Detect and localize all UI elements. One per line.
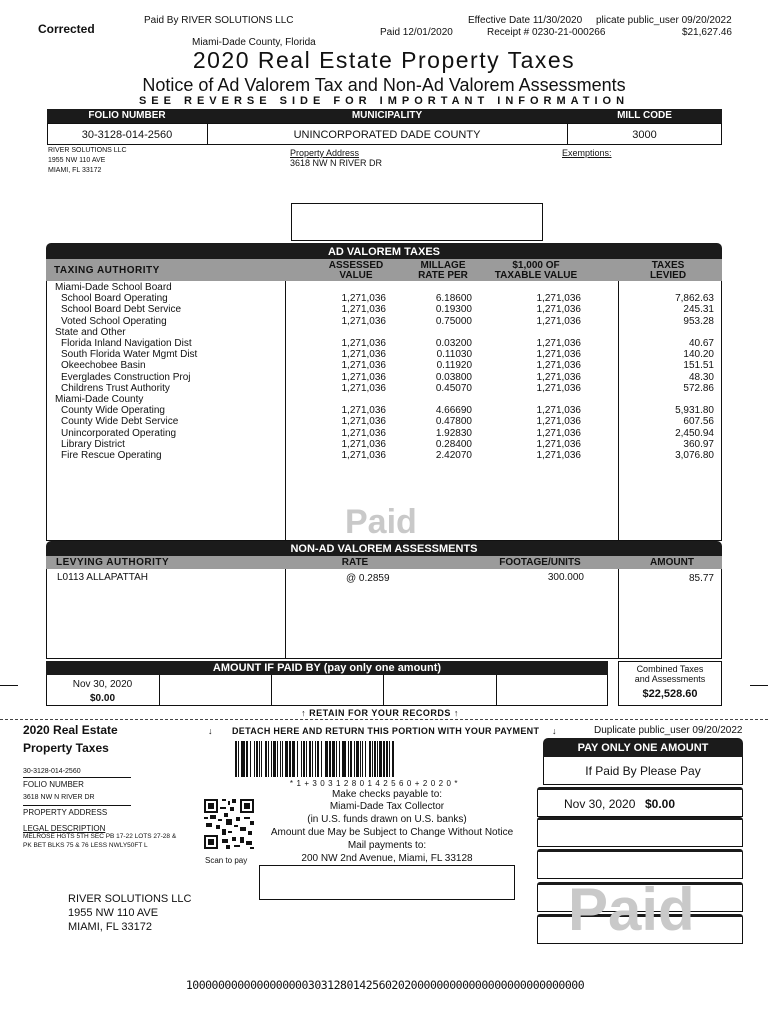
empty-box-top — [291, 203, 543, 241]
tax-row-levied: 5,931.80 — [675, 405, 714, 416]
non-ad-valorem-footage: 300.000 — [547, 572, 584, 583]
tax-row-levied: 572.86 — [683, 383, 714, 394]
county-label: Miami-Dade County, Florida — [192, 37, 316, 48]
make-checks-5: Mail payments to: — [347, 840, 427, 851]
pay-amount: $0.00 — [645, 797, 676, 811]
stub-prop-rule — [23, 805, 131, 806]
col-millage-1: MILLAGE — [420, 260, 466, 271]
tax-row-levied: 245.31 — [683, 304, 714, 315]
tax-row-millage: 0.03200 — [435, 338, 472, 349]
non-ad-valorem-name: L0113 ALLAPATTAH — [57, 572, 148, 583]
qr-code-icon[interactable] — [202, 797, 256, 851]
barcode-text: * 1 + 3 0 3 1 2 8 0 1 4 2 5 6 0 + 2 0 2 0 * — [289, 779, 459, 788]
tax-row-authority: Okeechobee Basin — [61, 360, 146, 371]
detach-note: DETACH HERE AND RETURN THIS PORTION WITH YOUR PAYMENT — [232, 726, 540, 736]
stub-folio-value: 30-3128-014-2560 — [23, 768, 81, 775]
tax-row-authority: South Florida Water Mgmt Dist — [61, 349, 198, 360]
col-footage: FOOTAGE/UNITS — [499, 557, 581, 568]
aip-div-4 — [496, 675, 497, 706]
tax-row-millage: 0.03800 — [435, 372, 472, 383]
tax-row-levied: 40.67 — [688, 338, 714, 349]
tax-row-millage: 2.42070 — [435, 450, 472, 461]
page-title: 2020 Real Estate Property Taxes — [192, 47, 576, 73]
tax-row-taxable: 1,271,036 — [536, 450, 581, 461]
tax-row-taxable: 1,271,036 — [536, 416, 581, 427]
folio-number-label: FOLIO NUMBER — [88, 110, 166, 121]
pay-date: Nov 30, 2020 — [564, 797, 636, 811]
stub-legal-label: LEGAL DESCRIPTION — [23, 824, 106, 833]
barcode-space — [394, 741, 395, 777]
paid-by: Paid By RIVER SOLUTIONS LLC — [144, 15, 294, 26]
make-checks-1: Make checks payable to: — [331, 789, 443, 800]
stub-owner-name: RIVER SOLUTIONS LLC — [68, 893, 192, 905]
tax-row-levied: 48.30 — [688, 372, 714, 383]
page-subtitle: Notice of Ad Valorem Tax and Non-Ad Valorem Assessments — [142, 75, 626, 95]
stub-duplicate: Duplicate public_user 09/20/2022 — [594, 725, 743, 736]
duplicate-top: plicate public_user 09/20/2022 — [596, 15, 732, 26]
left-tick — [0, 685, 18, 686]
tax-row-millage: 1.92830 — [435, 428, 472, 439]
col-taxes-1: TAXES — [651, 260, 685, 271]
tax-row-assessed: 1,271,036 — [341, 316, 386, 327]
tax-row-assessed: 1,271,036 — [341, 450, 386, 461]
tax-row-taxable: 1,271,036 — [536, 293, 581, 304]
tax-row-millage: 0.45070 — [435, 383, 472, 394]
tax-row-assessed: 1,271,036 — [341, 416, 386, 427]
tax-row-levied: 7,862.63 — [675, 293, 714, 304]
col-millage-2: RATE PER — [418, 270, 468, 281]
empty-box-bottom — [259, 865, 515, 900]
stub-title-2: Property Taxes — [23, 741, 109, 755]
tax-row-millage: 0.19300 — [435, 304, 472, 315]
owner-name: RIVER SOLUTIONS LLC — [48, 147, 127, 154]
non-ad-valorem-rate: @ 0.2859 — [346, 573, 390, 584]
detach-line — [0, 719, 768, 720]
tax-row-assessed: 1,271,036 — [341, 383, 386, 394]
tax-row-authority: County Wide Operating — [61, 405, 165, 416]
make-checks-2: Miami-Dade Tax Collector — [329, 801, 445, 812]
aip-div-1 — [159, 675, 160, 706]
tax-row-assessed: 1,271,036 — [341, 349, 386, 360]
nav-divider-2 — [618, 569, 619, 659]
col-rate: RATE — [341, 557, 369, 568]
tax-row-authority: Florida Inland Navigation Dist — [61, 338, 192, 349]
pay-row-2[interactable] — [537, 820, 743, 847]
tax-row-assessed: 1,271,036 — [341, 360, 386, 371]
tax-row-millage: 0.47800 — [435, 416, 472, 427]
amount-top: $21,627.46 — [681, 27, 732, 38]
tax-row-authority: School Board Debt Service — [61, 304, 182, 315]
tax-row-millage: 0.75000 — [435, 316, 472, 327]
make-checks-3: (in U.S. funds drawn on U.S. banks) — [307, 814, 467, 825]
non-ad-valorem-amount: 85.77 — [688, 573, 714, 584]
property-address: 3618 NW N RIVER DR — [290, 158, 383, 168]
col-amount: AMOUNT — [650, 557, 694, 568]
col-levying-authority: LEVYING AUTHORITY — [56, 557, 170, 568]
mill-code-value: 3000 — [632, 129, 657, 141]
tax-row-taxable: 1,271,036 — [536, 360, 581, 371]
combined-label-2: and Assessments — [634, 674, 706, 684]
tax-row-assessed: 1,271,036 — [341, 372, 386, 383]
tax-row-assessed: 1,271,036 — [341, 304, 386, 315]
tax-row-authority: County Wide Debt Service — [61, 416, 179, 427]
pay-row-3[interactable] — [537, 852, 743, 879]
non-ad-valorem-title: NON-AD VALOREM ASSESSMENTS — [290, 543, 478, 555]
stub-owner-addr2: MIAMI, FL 33172 — [68, 921, 152, 933]
stub-title-1: 2020 Real Estate — [23, 723, 118, 737]
col-taxable-2: TAXABLE VALUE — [494, 270, 578, 281]
stub-folio-rule — [23, 777, 131, 778]
see-reverse-note: SEE REVERSE SIDE FOR IMPORTANT INFORMATION — [138, 95, 630, 107]
retain-text: RETAIN FOR YOUR RECORDS — [309, 708, 451, 718]
scan-line: 10000000000000000003031280142560202000000000000000000000000000 — [185, 978, 585, 992]
make-checks-6: 200 NW 2nd Avenue, Miami, FL 33128 — [301, 853, 473, 864]
scan-to-pay-label: Scan to pay — [205, 856, 248, 865]
combined-amount: $22,528.60 — [642, 688, 698, 700]
col-assessed-2: VALUE — [339, 270, 373, 281]
col-assessed-1: ASSESSED — [328, 260, 384, 271]
ad-valorem-title: AD VALOREM TAXES — [327, 246, 441, 258]
tax-row-taxable: 1,271,036 — [536, 428, 581, 439]
tax-group-label: Miami-Dade School Board — [55, 282, 172, 293]
paid-date: Paid 12/01/2020 — [380, 27, 453, 38]
exemptions-label: Exemptions: — [562, 148, 612, 158]
amount-if-paid-title: AMOUNT IF PAID BY (pay only one amount) — [212, 662, 442, 674]
tax-row-taxable: 1,271,036 — [536, 439, 581, 450]
tax-group-label: Miami-Dade County — [55, 394, 144, 405]
ad-valorem-divider-1 — [285, 281, 286, 541]
tax-row-levied: 953.28 — [683, 316, 714, 327]
municipality-label: MUNICIPALITY — [351, 110, 423, 121]
tax-row-assessed: 1,271,036 — [341, 405, 386, 416]
stub-prop-label: PROPERTY ADDRESS — [23, 808, 108, 817]
tax-row-levied: 2,450.94 — [675, 428, 714, 439]
amount-if-paid-date: Nov 30, 2020 — [72, 679, 133, 690]
tax-row-millage: 0.28400 — [435, 439, 472, 450]
tax-row-levied: 3,076.80 — [675, 450, 714, 461]
tax-row-authority: Voted School Operating — [61, 316, 167, 327]
tax-row-millage: 4.66690 — [435, 405, 472, 416]
paid-watermark: Paid — [345, 503, 417, 541]
stub-owner-addr1: 1955 NW 110 AVE — [68, 907, 159, 919]
tax-row-taxable: 1,271,036 — [536, 405, 581, 416]
tax-row-taxable: 1,271,036 — [536, 304, 581, 315]
retain-note: ↑ RETAIN FOR YOUR RECORDS ↑ — [301, 708, 459, 718]
tax-row-levied: 360.97 — [683, 439, 714, 450]
tax-row-taxable: 1,271,036 — [536, 349, 581, 360]
col-taxable-1: $1,000 OF — [512, 260, 560, 271]
tax-group-label: State and Other — [55, 327, 126, 338]
tax-row-assessed: 1,271,036 — [341, 439, 386, 450]
folio-number: 30-3128-014-2560 — [81, 129, 173, 141]
stub-legal-2: PK BET BLKS 75 & 76 LESS NWLY50FT L — [23, 842, 148, 849]
tax-row-authority: School Board Operating — [61, 293, 168, 304]
tax-row-assessed: 1,271,036 — [341, 293, 386, 304]
stub-folio-label: FOLIO NUMBER — [23, 780, 84, 789]
tax-row-taxable: 1,271,036 — [536, 316, 581, 327]
tax-row-levied: 151.51 — [683, 360, 714, 371]
tax-row-taxable: 1,271,036 — [536, 338, 581, 349]
tax-row-taxable: 1,271,036 — [536, 372, 581, 383]
property-address-label: Property Address — [290, 148, 360, 158]
tax-row-levied: 607.56 — [683, 416, 714, 427]
municipality-value: UNINCORPORATED DADE COUNTY — [293, 129, 481, 141]
col-taxing-authority: TAXING AUTHORITY — [54, 265, 160, 276]
stub-legal-1: MELROSE HGTS 5TH SEC PB 17-22 LOTS 27-28 & — [23, 833, 177, 840]
combined-label-1: Combined Taxes — [636, 664, 704, 674]
mill-code-label: MILL CODE — [617, 110, 672, 121]
nav-divider-1 — [285, 569, 286, 659]
receipt-number: Receipt # 0230-21-000266 — [487, 27, 606, 38]
barcode — [235, 741, 513, 777]
tax-row-millage: 0.11920 — [436, 360, 472, 371]
corrected-label: Corrected — [38, 22, 95, 36]
amount-if-paid-amount: $0.00 — [89, 693, 116, 704]
tax-row-authority: Library District — [61, 439, 125, 450]
tax-row-millage: 0.11030 — [436, 349, 472, 360]
right-tick — [750, 685, 768, 686]
tax-row-authority: Unincorporated Operating — [61, 428, 177, 439]
tax-row-taxable: 1,271,036 — [536, 383, 581, 394]
make-checks-4: Amount due May be Subject to Change Without Notice — [270, 827, 514, 838]
detach-arrow-right: ↓ — [552, 726, 557, 736]
stub-prop-value: 3618 NW N RIVER DR — [23, 794, 95, 801]
tax-row-authority: Fire Rescue Operating — [61, 450, 162, 461]
if-paid-by-label: If Paid By Please Pay — [585, 764, 701, 778]
aip-div-2 — [271, 675, 272, 706]
tax-row-assessed: 1,271,036 — [341, 428, 386, 439]
owner-addr1: 1955 NW 110 AVE — [48, 157, 106, 164]
tax-row-assessed: 1,271,036 — [341, 338, 386, 349]
tax-row-millage: 6.18600 — [435, 293, 472, 304]
tax-row-levied: 140.20 — [683, 349, 714, 360]
ad-valorem-divider-2 — [618, 281, 619, 541]
tax-row-authority: Everglades Construction Proj — [61, 372, 191, 383]
stub-paid-watermark: Paid — [568, 876, 695, 943]
owner-addr2: MIAMI, FL 33172 — [48, 167, 102, 174]
effective-date: Effective Date 11/30/2020 — [468, 15, 583, 26]
detach-arrow-left: ↓ — [208, 726, 213, 736]
col-taxes-2: LEVIED — [649, 270, 687, 281]
pay-only-title: PAY ONLY ONE AMOUNT — [577, 742, 709, 754]
tax-row-authority: Childrens Trust Authority — [61, 383, 170, 394]
aip-div-3 — [383, 675, 384, 706]
